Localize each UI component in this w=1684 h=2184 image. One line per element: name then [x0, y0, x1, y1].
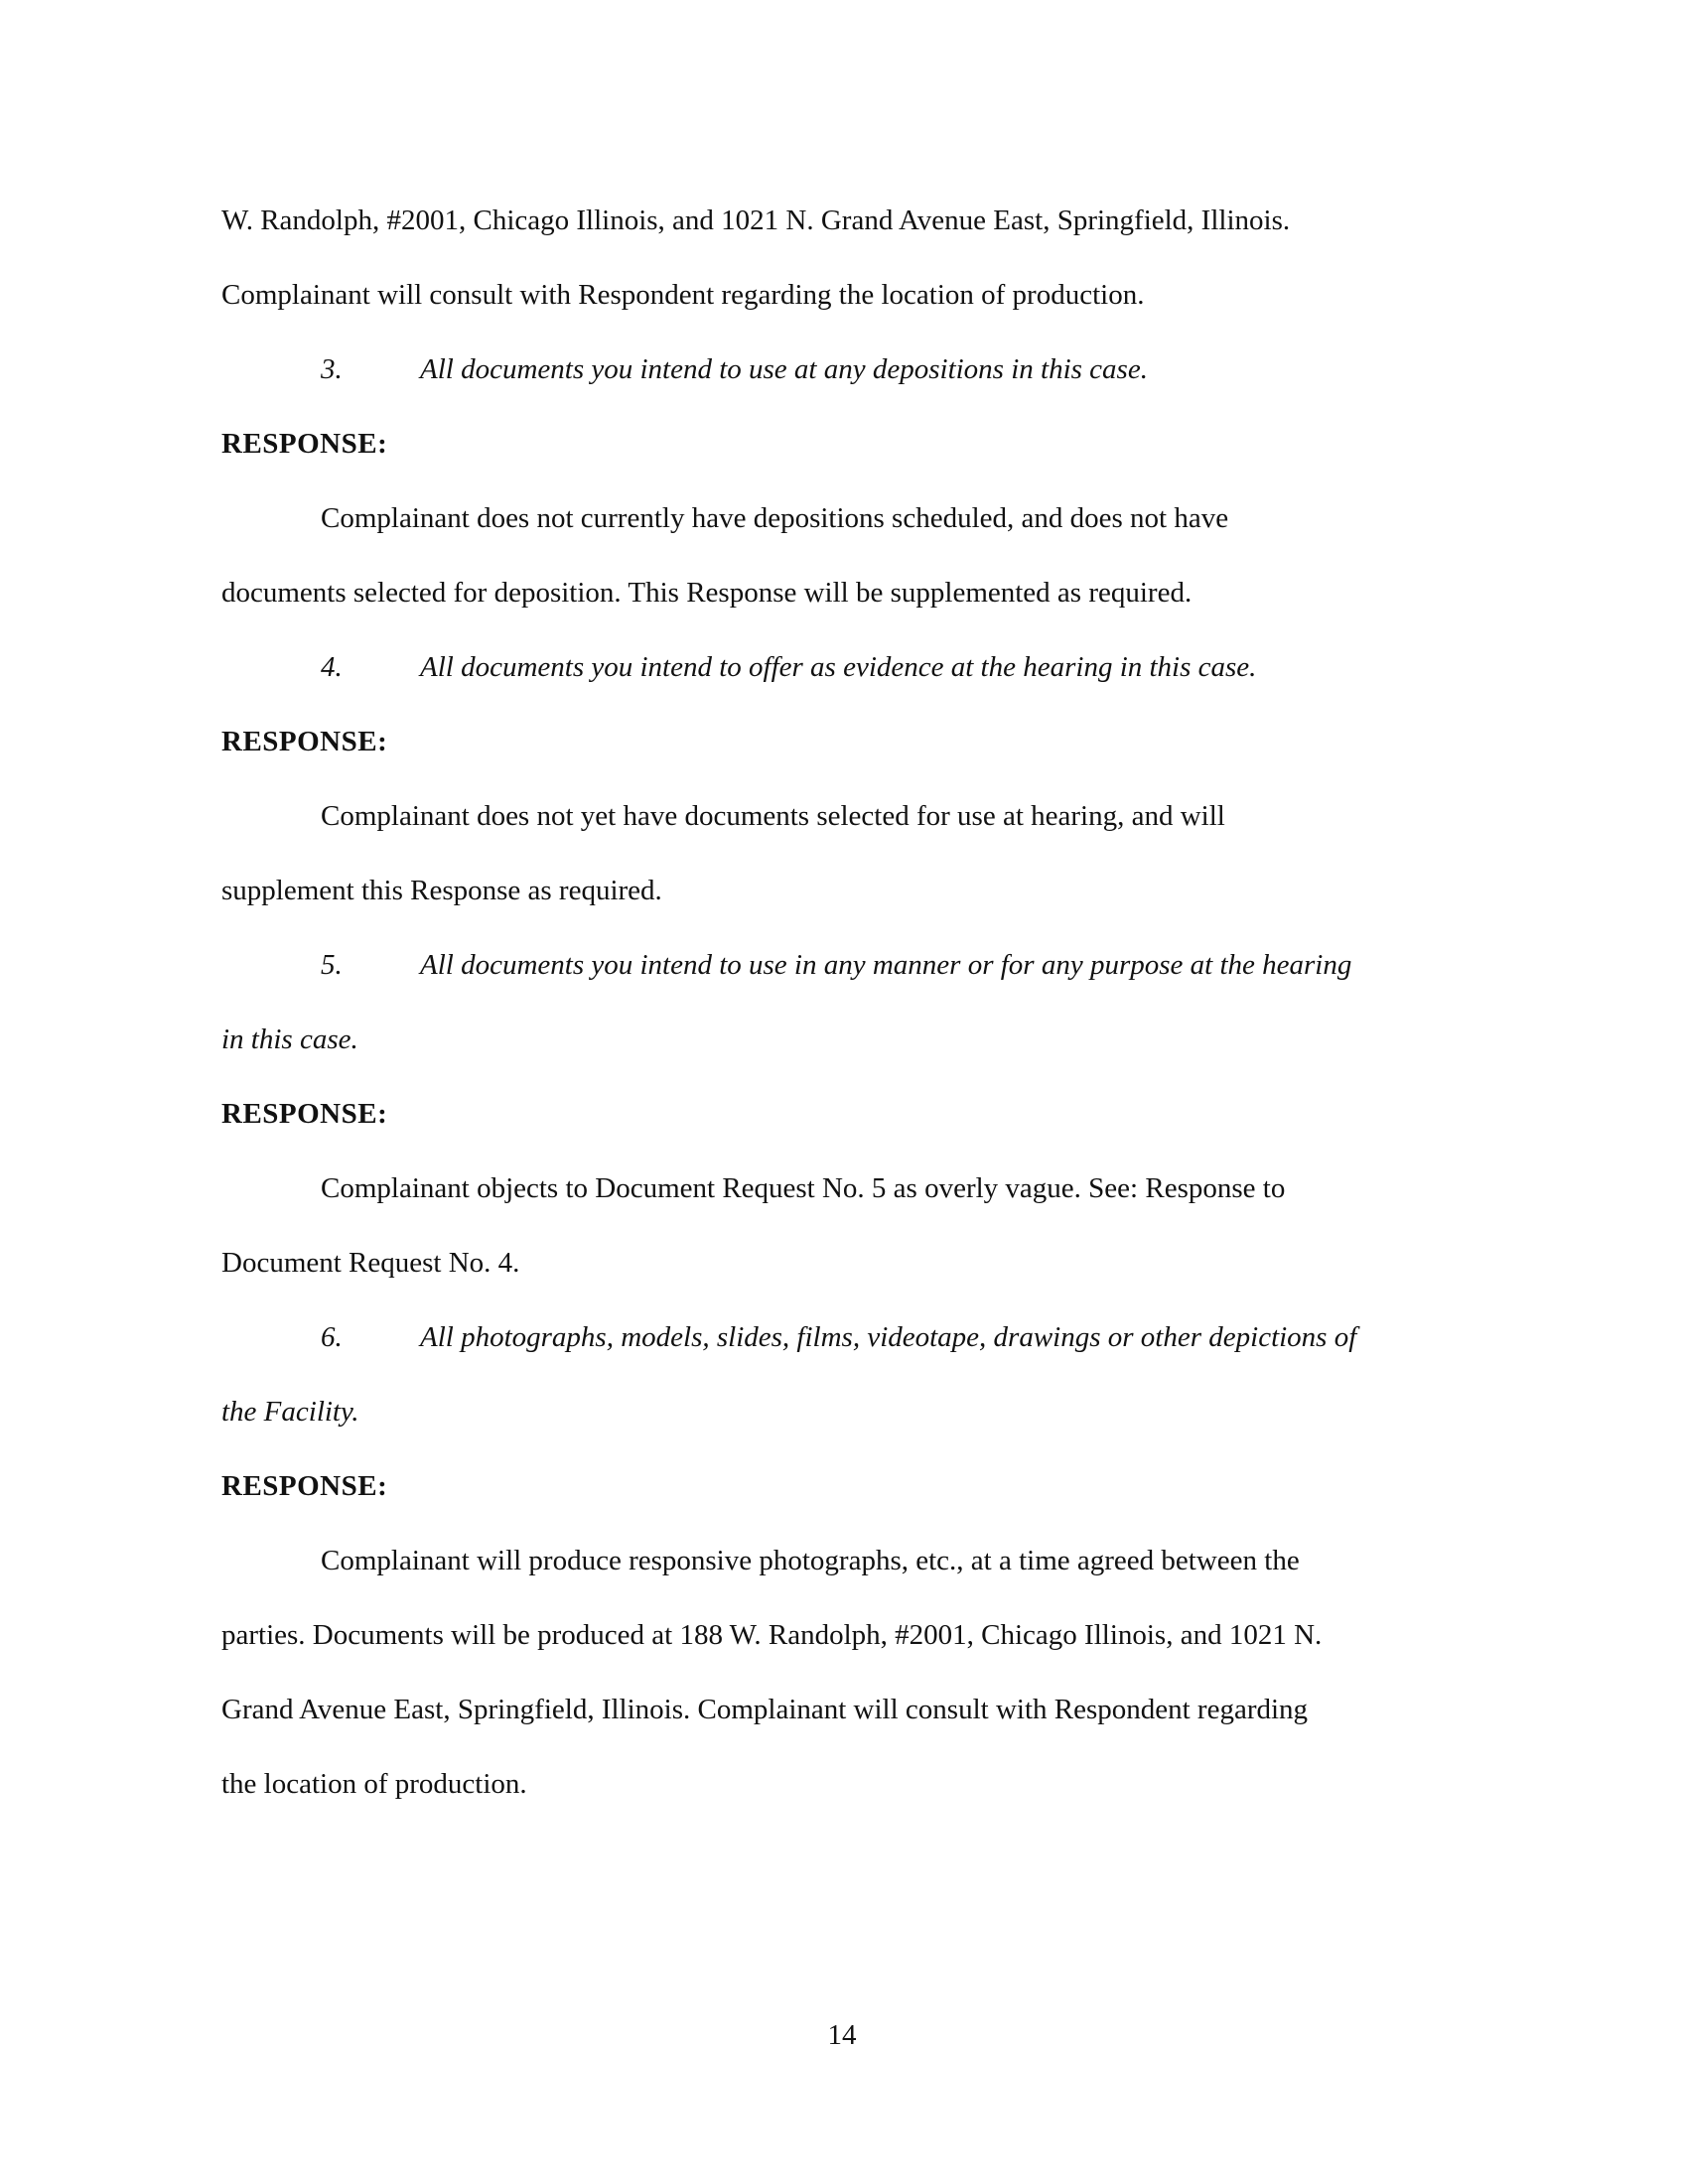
response-line: Grand Avenue East, Springfield, Illinois. Complainant will consult with Respondent regarding [221, 1694, 1309, 1725]
response-line: the location of production. [221, 1768, 527, 1800]
body-line: W. Randolph, #2001, Chicago Illinois, and 1021 N. Grand Avenue East, Springfield, Illinois. [221, 205, 1291, 236]
response-line: supplement this Response as required. [221, 875, 662, 906]
response-heading: RESPONSE: [221, 428, 388, 460]
body-line: Complainant will consult with Respondent regarding the location of production. [221, 279, 1145, 311]
request-text: in this case. [221, 1024, 358, 1055]
response-line: Complainant does not yet have documents selected for use at hearing, and will [321, 800, 1225, 832]
response-heading: RESPONSE: [221, 726, 388, 757]
response-line: parties. Documents will be produced at 188 W. Randolph, #2001, Chicago Illinois, and 1021 N. [221, 1619, 1323, 1651]
request-text: the Facility. [221, 1396, 359, 1428]
response-line: documents selected for deposition. This Response will be supplemented as required. [221, 577, 1193, 609]
request-number: 5. [321, 949, 343, 981]
response-heading: RESPONSE: [221, 1470, 388, 1502]
request-text: All documents you intend to use in any manner or for any purpose at the hearing [420, 949, 1352, 981]
response-line: Complainant does not currently have depositions scheduled, and does not have [321, 502, 1229, 534]
response-line: Document Request No. 4. [221, 1247, 520, 1279]
response-heading: RESPONSE: [221, 1098, 388, 1130]
response-line: Complainant will produce responsive photographs, etc., at a time agreed between the [321, 1545, 1300, 1576]
request-text: All documents you intend to use at any depositions in this case. [420, 353, 1148, 385]
request-text: All documents you intend to offer as evidence at the hearing in this case. [420, 651, 1257, 683]
request-number: 4. [321, 651, 343, 683]
response-line: Complainant objects to Document Request No. 5 as overly vague. See: Response to [321, 1172, 1286, 1204]
request-text: All photographs, models, slides, films, videotape, drawings or other depictions of [420, 1321, 1357, 1353]
request-number: 6. [321, 1321, 343, 1353]
request-number: 3. [321, 353, 343, 385]
page-number: 14 [827, 2019, 857, 2051]
